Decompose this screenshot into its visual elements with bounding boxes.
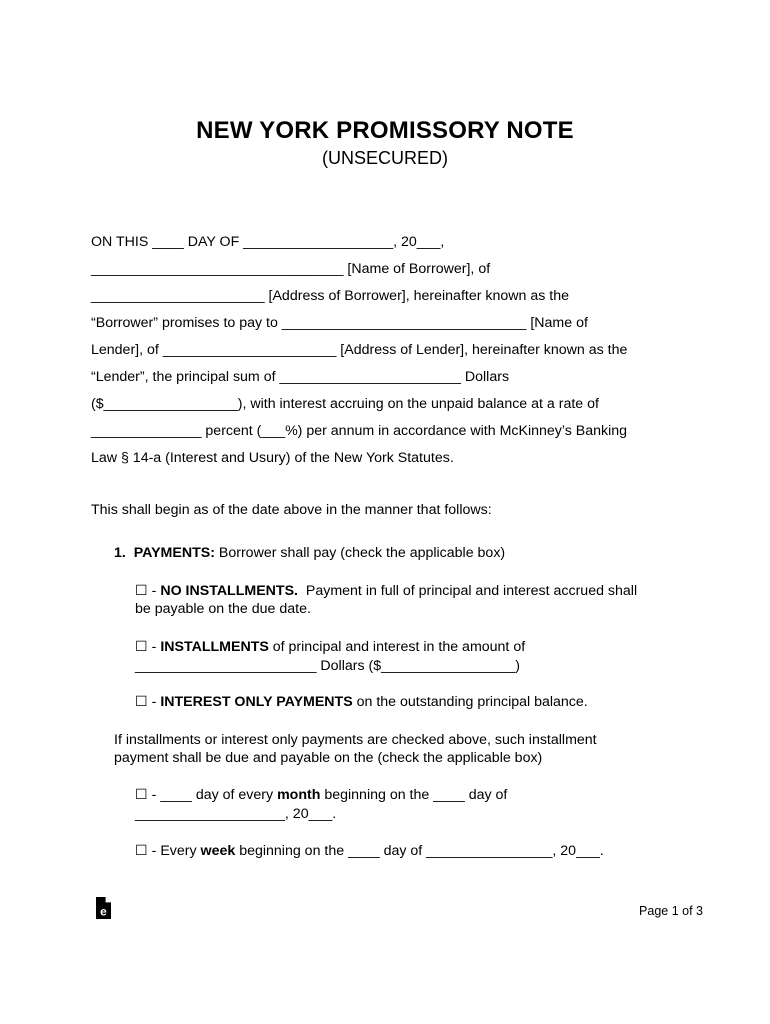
schedule-text: beginning on the ____ day of: [320, 787, 508, 803]
begin-text: This shall begin as of the date above in the manner that follows:: [91, 502, 492, 518]
intro-line: ON THIS ____ DAY OF ___________________, 20___,: [91, 234, 445, 250]
intro-line: “Lender”, the principal sum of _______________________ Dollars: [91, 369, 510, 385]
intro-line: ($_________________), with interest accruing on the unpaid balance at a rate of: [91, 396, 599, 412]
payments-heading: [114, 545, 505, 562]
checkbox-icon[interactable]: ☐ -: [135, 639, 161, 655]
schedule-bold: month: [277, 787, 321, 803]
intro-line: Law § 14-a (Interest and Usury) of the New York Statutes.: [91, 450, 454, 466]
schedule-monthly[interactable]: [135, 787, 507, 804]
eforms-logo-icon: [94, 896, 112, 920]
option-text: of principal and interest in the amount of: [268, 639, 526, 655]
conditional-text: If installments or interest only payments are checked above, such installment: [114, 732, 597, 748]
schedule-weekly[interactable]: [135, 843, 604, 860]
document-title: NEW YORK PROMISSORY NOTE: [196, 117, 574, 144]
intro-line: ______________________ [Address of Borrower], hereinafter known as the: [91, 288, 569, 304]
option-no-installments[interactable]: [135, 583, 637, 600]
intro-line: ________________________________ [Name of Borrower], of: [91, 261, 491, 277]
page-number: Page 1 of 3: [639, 904, 703, 918]
schedule-monthly-continued: ___________________, 20___.: [135, 806, 337, 822]
option-label: INSTALLMENTS: [160, 639, 269, 655]
payments-label: PAYMENTS:: [133, 545, 215, 561]
option-installments[interactable]: [135, 639, 525, 656]
schedule-bold: week: [200, 843, 236, 859]
option-label: INTEREST ONLY PAYMENTS: [160, 694, 353, 710]
option-interest-only[interactable]: [135, 694, 588, 711]
schedule-text: ☐ - ____ day of every: [135, 787, 278, 803]
svg-text:e: e: [100, 904, 107, 919]
payments-text: Borrower shall pay (check the applicable box): [214, 545, 506, 561]
option-label: NO INSTALLMENTS.: [160, 583, 298, 599]
checkbox-icon[interactable]: ☐ -: [135, 694, 161, 710]
schedule-text: beginning on the ____ day of ________________, 20___.: [235, 843, 604, 859]
option-text: on the outstanding principal balance.: [352, 694, 588, 710]
document-subtitle: (UNSECURED): [322, 148, 448, 168]
conditional-text: payment shall be due and payable on the (check the applicable box): [114, 750, 543, 766]
intro-line: ______________ percent (___%) per annum in accordance with McKinney’s Banking: [91, 423, 628, 439]
option-text: Payment in full of principal and interest accrued shall: [298, 583, 638, 599]
intro-line: “Borrower” promises to pay to _______________________________ [Name of: [91, 315, 588, 331]
option-text-continued: be payable on the due date.: [135, 601, 311, 617]
checkbox-icon[interactable]: ☐ -: [135, 583, 161, 599]
payments-number: 1.: [114, 545, 126, 561]
schedule-text: ☐ - Every: [135, 843, 201, 859]
intro-line: Lender], of ______________________ [Address of Lender], hereinafter known as the: [91, 342, 628, 358]
option-text-continued: _______________________ Dollars ($_________________): [135, 658, 520, 674]
